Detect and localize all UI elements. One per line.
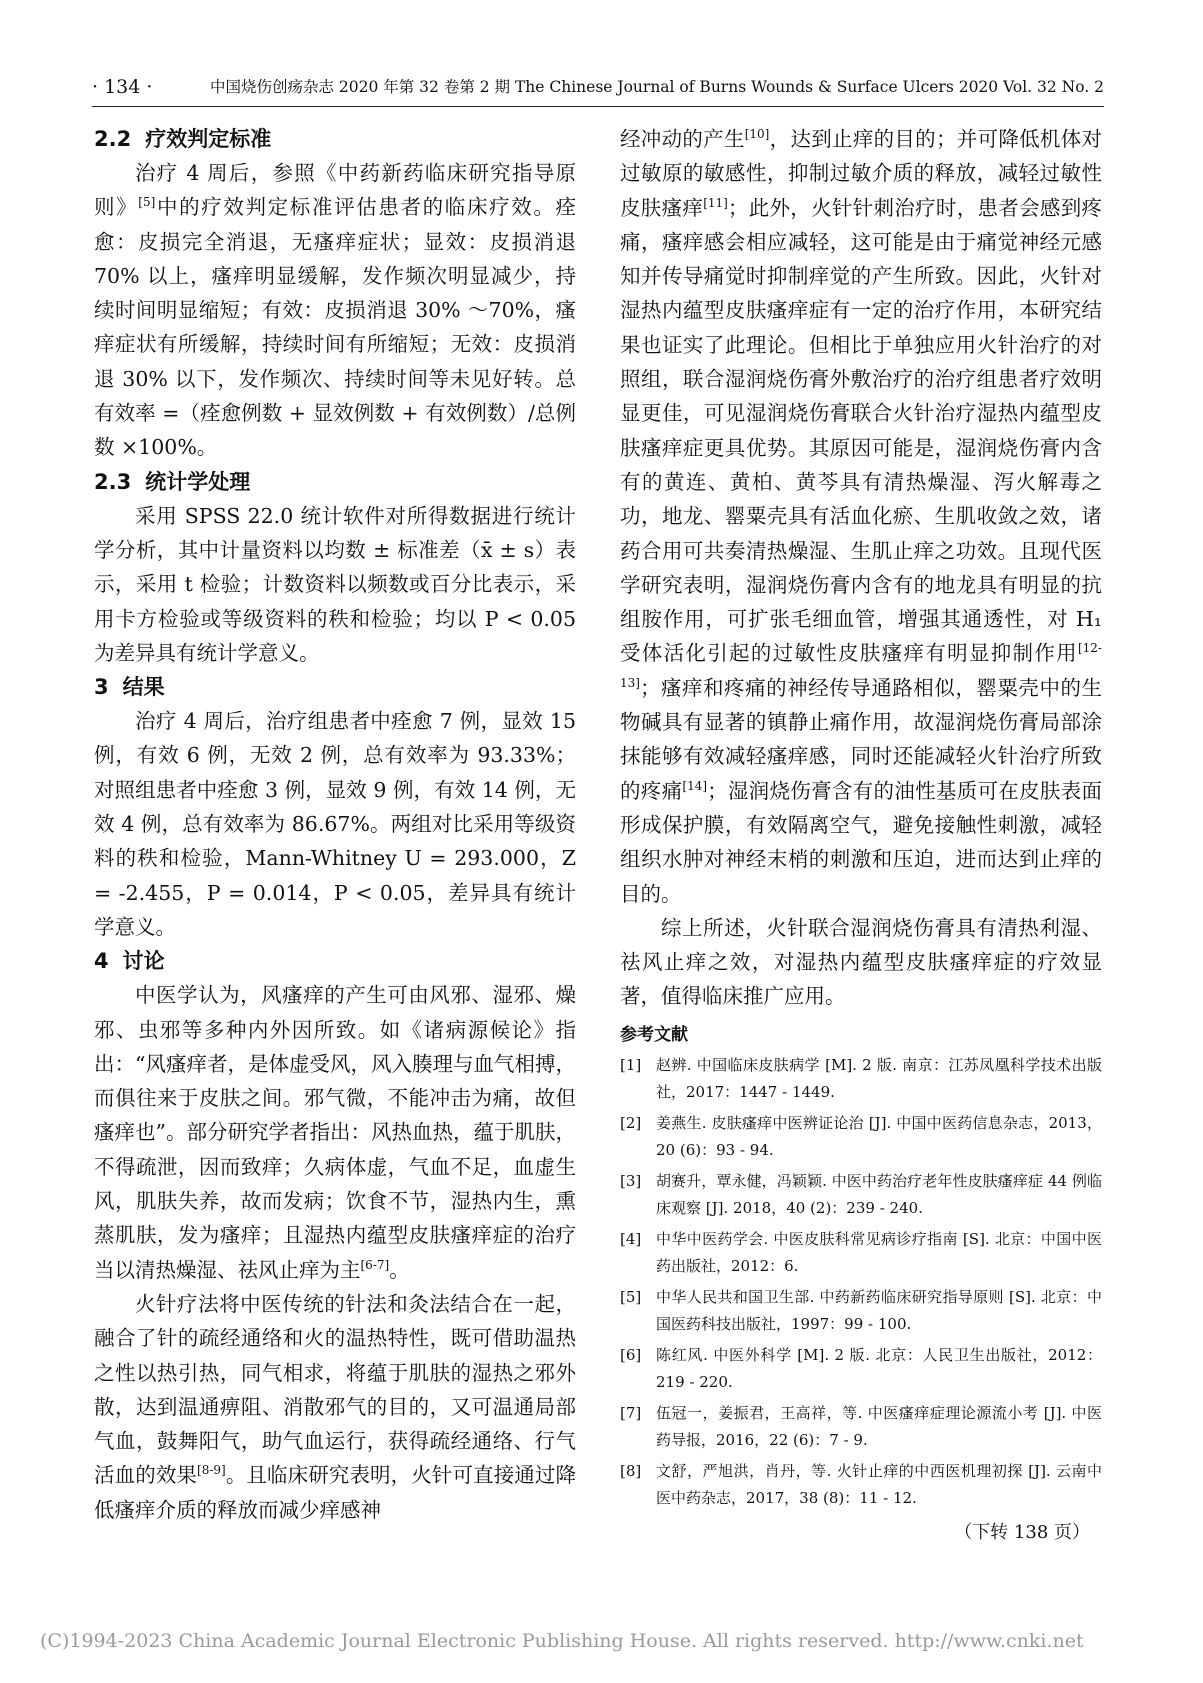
reference-text: 姜燕生. 皮肤瘙痒中医辨证论治 [J]. 中国中医药信息杂志，2013，20 (6)：93 - 94.: [656, 1113, 1102, 1159]
paragraph-discussion-2: [94, 1287, 576, 1527]
text-run: ；此外，火针针刺治疗时，患者会感到疼痛，瘙痒感会相应减轻，这可能是由于痛觉神经元感知并传导痛觉时抑制痒觉的产生所致。因此，火针对湿热内蕴型皮肤瘙痒症有一定的治疗作用，本研究结果也证实了此理论。但相比于单独应用火针治疗的对照组，联合湿润烧伤膏外敷治疗的治疗组患者疗效明显更佳，可见湿润烧伤膏联合火针治疗湿热内蕴型皮肤瘙痒症更具优势。其原因可能是，湿润烧伤膏内含有的黄连、黄柏、黄芩具有清热燥湿、泻火解毒之功，地龙、罂粟壳具有活血化瘀、生肌收敛之效，诸药合用可共奏清热燥湿、生肌止痒之功效。且现代医学研究表明，湿润烧伤膏内含有的地龙具有明显的抗组胺作用，可扩张毛细血管，增强其通透性，对 H₁ 受体活化引起的过敏性皮肤瘙痒有明显抑制作用: [620, 195, 1103, 666]
section-title: 疗效判定标准: [145, 127, 272, 151]
references-heading: 参考文献: [620, 1024, 688, 1045]
text-run: 治疗 4 周后，参照《中药新药临床研究指导原则》: [94, 161, 576, 220]
section-number: 4: [94, 949, 109, 974]
section-title: 结果: [122, 675, 165, 700]
reference-index: [6]: [620, 1345, 642, 1364]
text-run: 。: [389, 1257, 410, 1282]
paragraph-results: 治疗 4 周后，治疗组患者中痊愈 7 例，显效 15 例，有效 6 例，无效 2 例，总有效率为 93.33%；对照组患者中痊愈 3 例，显效 9 例，有效 14 例，无效 4 例，总有效率为 86.67%。两组对比采用等级资料的秩和检验，Mann-Whitney U = 293.000，Z = -2.455，P = 0.014，P < 0.05，差异具有统计学意义。: [94, 709, 576, 939]
reference-text: 文舒，严旭洪，肖丹，等. 火针止痒的中西医机理初探 [J]. 云南中医中药杂志，2017，38 (8)：11 - 12.: [656, 1461, 1102, 1507]
paragraph-statistics: 采用 SPSS 22.0 统计软件对所得数据进行统计学分析，其中计量资料以均数 ± 标准差（x̄ ± s）表示，采用 t 检验；计数资料以频数或百分比表示，采用卡方检验或等级资料的秩和检验；均以 P < 0.05 为差异具有统计学意义。: [94, 503, 576, 665]
reference-index: [1]: [620, 1055, 642, 1074]
section-heading-2-2: [94, 122, 576, 156]
citation[interactable]: [6-7]: [360, 1257, 390, 1272]
citation[interactable]: [11]: [703, 195, 728, 210]
right-column: [620, 122, 1102, 1548]
reference-index: [2]: [620, 1113, 642, 1132]
reference-item: [620, 1052, 1102, 1106]
section-number: 2.2: [94, 127, 132, 151]
paragraph-discussion-1: [94, 978, 576, 1287]
reference-text: 赵辨. 中国临床皮肤病学 [M]. 2 版. 南京：江苏凤凰科学技术出版社，2017：1447 - 1449.: [656, 1055, 1102, 1101]
reference-list: [620, 1052, 1102, 1512]
copyright-footer: (C)1994-2023 China Academic Journal Electronic Publishing House. All rights reserved. http://www.cnki.net: [40, 1630, 1084, 1652]
section-heading-3: [94, 670, 576, 704]
continued-note: （下转 138 页）: [954, 1521, 1090, 1543]
journal-citation: 中国烧伤创疡杂志 2020 年第 32 卷第 2 期 The Chinese Journal of Burns Wounds & Surface Ulcers 2020 Vol. 32 No. 2: [209, 78, 1104, 96]
citation[interactable]: [8-9]: [197, 1463, 226, 1478]
paragraph-conclusion: 综上所述，火针联合湿润烧伤膏具有清热利湿、祛风止痒之效，对湿热内蕴型皮肤瘙痒症的疗效显著，值得临床推广应用。: [620, 915, 1102, 1009]
section-title: 统计学处理: [145, 469, 251, 494]
section-heading-2-3: [94, 465, 576, 499]
reference-item: [620, 1284, 1102, 1338]
reference-text: 中华中医药学会. 中医皮肤科常见病诊疗指南 [S]. 北京：中国中医药出版社，2012：6.: [656, 1229, 1102, 1275]
section-number: 2.3: [94, 469, 132, 494]
reference-index: [3]: [620, 1171, 642, 1190]
reference-text: 伍冠一，姜振君，王高祥，等. 中医瘙痒症理论源流小考 [J]. 中医药导报，2016，22 (6)：7 - 9.: [656, 1403, 1102, 1449]
running-header: [92, 72, 1104, 107]
reference-index: [8]: [620, 1461, 642, 1480]
reference-item: [620, 1400, 1102, 1454]
section-heading-4: [94, 944, 576, 978]
reference-index: [5]: [620, 1287, 642, 1306]
reference-text: 胡赛升，覃永健，冯颖颖. 中医中药治疗老年性皮肤瘙痒症 44 例临床观察 [J]. 2018，40 (2)：239 - 240.: [656, 1171, 1102, 1217]
left-column: [94, 122, 576, 1527]
citation[interactable]: [14]: [682, 778, 708, 793]
text-run: ；瘙痒和疼痛的神经传导通路相似，罂粟壳中的生物碱具有显著的镇静止痛作用，故湿润烧伤膏局部涂抹能够有效减轻瘙痒感，同时还能减轻火针治疗所致的疼痛: [620, 675, 1102, 803]
citation[interactable]: [12-13]: [620, 641, 1102, 690]
reference-text: 中华人民共和国卫生部. 中药新药临床研究指导原则 [S]. 北京：中国医药科技出版社，1997：99 - 100.: [656, 1287, 1102, 1333]
reference-item: [620, 1226, 1102, 1280]
text-run: 中医学认为，风瘙痒的产生可由风邪、湿邪、燥邪、虫邪等多种内外因所致。如《诸病源候论》指出：“风瘙痒者，是体虚受风，风入腠理与血气相搏，而俱往来于皮肤之间。邪气微，不能冲击为痛，故但瘙痒也”。部分研究学者指出：风热血热，蕴于肌肤，不得疏泄，因而致痒；久病体虚，气血不足，血虚生风，肌肤失养，故而发病；饮食不节，湿热内生，熏蒸肌肤，发为瘙痒；且湿热内蕴型皮肤瘙痒症的治疗当以清热燥湿、祛风止痒为主: [94, 983, 576, 1282]
reference-item: [620, 1458, 1102, 1512]
reference-index: [7]: [620, 1403, 642, 1422]
reference-item: [620, 1168, 1102, 1222]
reference-index: [4]: [620, 1229, 642, 1248]
text-run: 。且临床研究表明，火针可直接通过降低瘙痒介质的释放而减少痒感神: [94, 1463, 577, 1522]
paragraph-discussion-continued: [620, 122, 1102, 911]
citation[interactable]: [5]: [138, 195, 156, 210]
paragraph-efficacy-criteria: [94, 156, 576, 465]
section-number: 3: [94, 675, 109, 700]
text-run: 中的疗效判定标准评估患者的临床疗效。痊愈：皮损完全消退，无瘙痒症状；显效：皮损消退 70% 以上，瘙痒明显缓解，发作频次明显减少，持续时间明显缩短；有效：皮损消退 30% ～70%，瘙痒症状有所缓解，持续时间有所缩短；无效：皮损消退 30% 以下，发作频次、持续时间等未见好转。总有效率 =（痊愈例数 + 显效例数 + 有效例数）/总例数 ×100%。: [94, 195, 577, 460]
reference-item: [620, 1342, 1102, 1396]
reference-item: [620, 1110, 1102, 1164]
text-run: 经冲动的产生: [620, 127, 745, 151]
citation[interactable]: [10]: [744, 127, 770, 142]
text-run: 火针疗法将中医传统的针法和灸法结合在一起，融合了针的疏经通络和火的温热特性，既可借助温热之性以热引热，同气相求，将蕴于肌肤的湿热之邪外散，达到温通痹阻、消散邪气的目的，又可温通局部气血，鼓舞阳气，助气血运行，获得疏经通络、行气活血的效果: [94, 1291, 576, 1488]
text-run: ；湿润烧伤膏含有的油性基质可在皮肤表面形成保护膜，有效隔离空气，避免接触性刺激，减轻组织水肿对神经末梢的刺激和压迫，进而达到止痒的目的。: [620, 778, 1103, 906]
reference-text: 陈红风. 中医外科学 [M]. 2 版. 北京：人民卫生出版社，2012：219 - 220.: [656, 1345, 1102, 1391]
section-title: 讨论: [122, 949, 165, 974]
text-run: ，达到止痒的目的；并可降低机体对过敏原的敏感性，抑制过敏介质的释放，减轻过敏性皮肤瘙痒: [620, 127, 1102, 220]
page-number: · 134 ·: [92, 76, 153, 98]
